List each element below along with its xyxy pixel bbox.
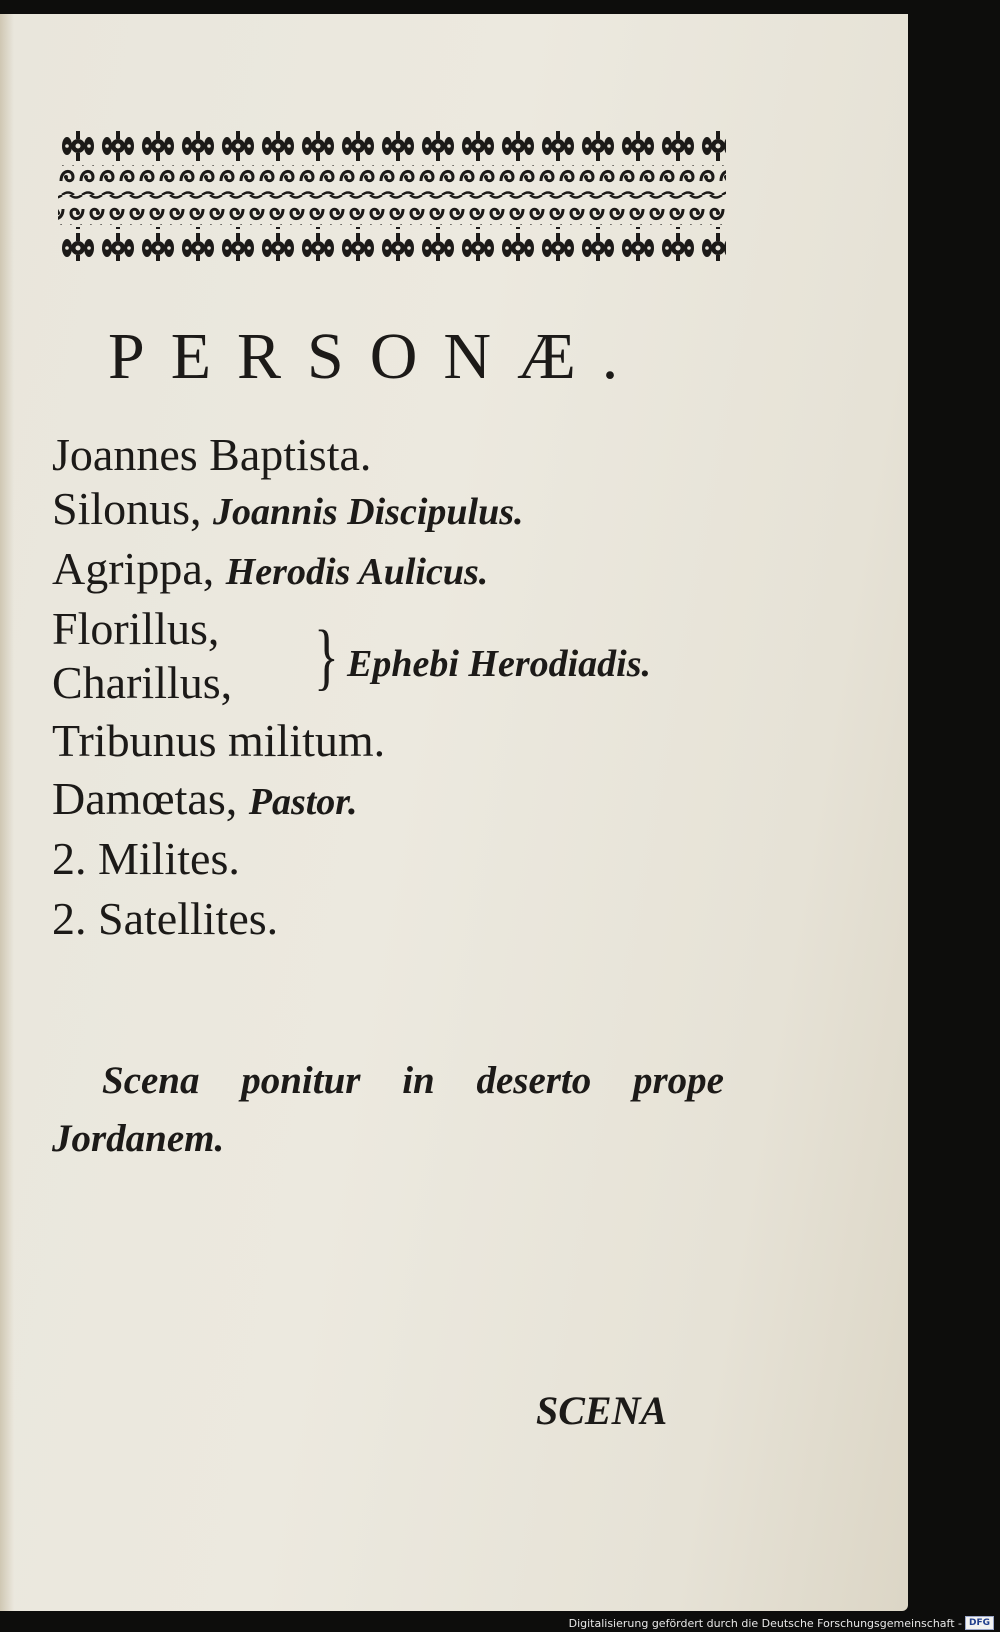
persona-entry: [52, 543, 489, 594]
persona-entry: [52, 483, 524, 534]
book-page: [0, 14, 908, 1611]
persona-role: Joannis Discipulus.: [213, 491, 524, 533]
scene-setting-note: Scena ponitur in deserto prope Jordanem.: [52, 1059, 724, 1160]
catchword: SCENA: [536, 1388, 668, 1433]
persona-role: Herodis Aulicus.: [225, 551, 489, 593]
page-title: PERSONÆ.: [108, 320, 645, 393]
digitization-credit: [569, 1616, 994, 1630]
persona-entry: [52, 657, 233, 708]
persona-entry: [52, 833, 240, 884]
decorative-headpiece-ornament: [58, 129, 726, 262]
persona-name: 2. Milites.: [52, 833, 240, 884]
persona-name: Charillus,: [52, 657, 233, 708]
persona-name: Damœtas,: [52, 773, 238, 824]
bracket-group-label: Ephebi Herodiadis.: [347, 643, 652, 685]
persona-entry: [52, 603, 220, 654]
persona-name: Silonus,: [52, 483, 202, 534]
persona-name: Agrippa,: [52, 543, 215, 594]
persona-name: Joannes Baptista.: [52, 429, 372, 480]
persona-entry: [52, 773, 358, 824]
persona-entry: [52, 429, 372, 480]
dfg-logo: DFG: [965, 1616, 994, 1630]
credit-text: Digitalisierung gefördert durch die Deutsche Forschungsgemeinschaft -: [568, 1616, 962, 1630]
curly-brace-icon: }: [314, 616, 339, 698]
persona-name: Tribunus militum.: [52, 715, 386, 766]
persona-entry: [52, 893, 279, 944]
persona-role: Pastor.: [248, 781, 358, 823]
persona-entry: [52, 715, 386, 766]
page-gutter-shadow: [0, 14, 14, 1611]
persona-name: 2. Satellites.: [52, 893, 279, 944]
persona-name: Florillus,: [52, 603, 220, 654]
